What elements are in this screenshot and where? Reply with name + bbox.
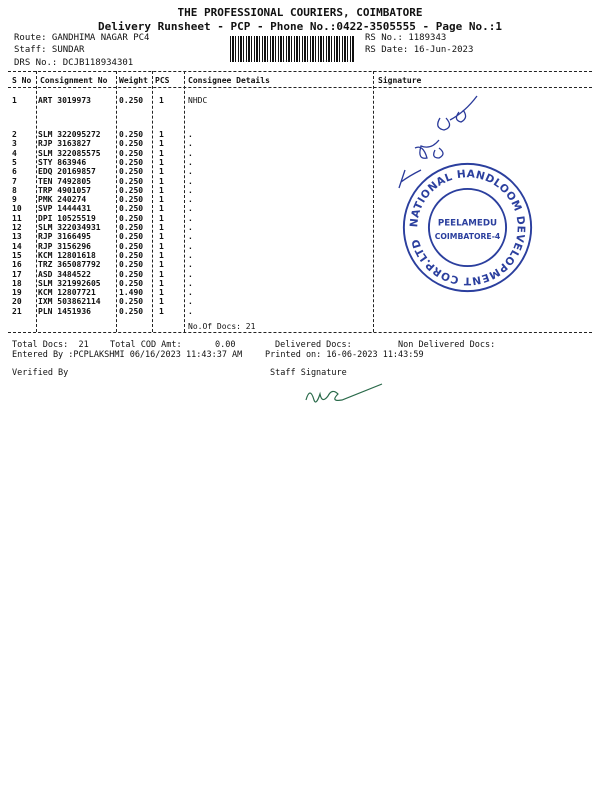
row-consignment: IXM 503862114	[38, 297, 101, 307]
svg-text:COIMBATORE-4: COIMBATORE-4	[434, 232, 501, 242]
total-cod-value: 0.00	[215, 340, 236, 350]
row-pcs: 1	[159, 223, 164, 232]
row-sno: 5	[12, 157, 17, 167]
row-consignment: RJP 3156296	[38, 241, 91, 251]
row-weight: 0.250	[119, 306, 144, 316]
staff-signature-scribble	[300, 380, 390, 412]
table-header-rule	[8, 87, 592, 88]
row-consignee: .	[188, 232, 193, 242]
row-pcs: 1	[159, 139, 164, 149]
drs-number: DRS No.: DCJB118934301	[14, 58, 134, 68]
row-consignee: NHDC	[188, 96, 208, 105]
row-sno: 11	[12, 213, 22, 223]
row-pcs: 1	[159, 96, 164, 105]
svg-text:NATIONAL HANDLOOM DEVELOPMENT: NATIONAL HANDLOOM DEVELOPMENT CORP.LTD	[408, 168, 527, 287]
table-top-rule	[8, 71, 592, 72]
row-consignment: STY 863946	[38, 157, 87, 167]
row-sno: 1	[12, 96, 17, 105]
row-weight: 0.250	[119, 232, 144, 242]
row-consignee: .	[188, 288, 193, 298]
row-consignee: .	[188, 157, 193, 167]
printed-on: Printed on: 16-06-2023 11:43:59	[265, 350, 424, 360]
row-consignee: .	[188, 130, 193, 139]
row-sno: 3	[12, 139, 17, 149]
row-consignment: EDQ 20169857	[38, 167, 96, 177]
row-sno: 4	[12, 148, 17, 158]
row-consignment: SLM 322085575	[38, 148, 101, 158]
table-bottom-rule	[8, 332, 592, 333]
row-consignment: RJP 3166495	[38, 232, 91, 242]
row-weight: 0.250	[119, 260, 144, 270]
col-header-weight: Weight	[119, 76, 148, 85]
row-consignment: SLM 322095272	[38, 130, 101, 139]
col-divider	[373, 71, 374, 332]
row-weight: 0.250	[119, 204, 144, 214]
row-consignment: RJP 3163827	[38, 139, 91, 149]
row-consignee: .	[188, 148, 193, 158]
col-header-consignee: Consignee Details	[188, 76, 270, 85]
row-sno: 6	[12, 167, 17, 177]
svg-text:PEELAMEDU: PEELAMEDU	[437, 218, 498, 229]
col-divider	[184, 71, 185, 332]
row-sno: 8	[12, 185, 17, 195]
row-sno: 10	[12, 204, 22, 214]
row-weight: 0.250	[119, 278, 144, 288]
row-weight: 0.250	[119, 297, 144, 307]
entered-by: Entered By :PCPLAKSHMI 06/16/2023 11:43:37 AM	[12, 350, 243, 360]
row-weight: 0.250	[119, 241, 144, 251]
row-consignment: DPI 10525519	[38, 213, 96, 223]
row-consignee: .	[188, 250, 193, 260]
row-consignment: SLM 322034931	[38, 223, 101, 232]
row-consignee: .	[188, 204, 193, 214]
row-sno: 12	[12, 223, 22, 232]
row-sno: 16	[12, 260, 22, 270]
row-consignment: SVP 1444431	[38, 204, 91, 214]
staff-signature-label: Staff Signature	[270, 368, 347, 378]
row-consignee: .	[188, 306, 193, 316]
row-consignee: .	[188, 260, 193, 270]
verified-by: Verified By	[12, 368, 69, 378]
row-consignee: .	[188, 195, 193, 205]
row-weight: 0.250	[119, 176, 144, 186]
total-cod-label: Total COD Amt:	[110, 340, 182, 350]
row-pcs: 1	[159, 157, 164, 167]
row-consignee: .	[188, 167, 193, 177]
row-pcs: 1	[159, 213, 164, 223]
row-weight: 0.250	[119, 96, 144, 105]
row-sno: 17	[12, 269, 22, 279]
row-consignee: .	[188, 223, 193, 232]
barcode	[230, 36, 355, 62]
row-weight: 0.250	[119, 269, 144, 279]
col-divider	[116, 71, 117, 332]
row-pcs: 1	[159, 278, 164, 288]
row-pcs: 1	[159, 297, 164, 307]
row-weight: 0.250	[119, 195, 144, 205]
row-sno: 13	[12, 232, 22, 242]
row-sno: 14	[12, 241, 22, 251]
row-weight: 0.250	[119, 148, 144, 158]
row-pcs: 1	[159, 232, 164, 242]
row-consignee: .	[188, 185, 193, 195]
col-header-signature: Signature	[378, 76, 422, 85]
row-weight: 1.490	[119, 288, 144, 298]
staff-label: Staff: SUNDAR	[14, 45, 85, 55]
no-of-docs: No.Of Docs: 21	[188, 322, 256, 331]
route-label: Route: GANDHIMA NAGAR PC4	[14, 33, 150, 43]
row-pcs: 1	[159, 241, 164, 251]
row-pcs: 1	[159, 167, 164, 177]
row-consignee: .	[188, 241, 193, 251]
runsheet-subtitle: Delivery Runsheet - PCP - Phone No.:0422-3505555 - Page No.:1	[98, 20, 502, 33]
row-consignment: PMK 240274	[38, 195, 87, 205]
non-delivered-docs: Non Delivered Docs:	[398, 340, 496, 350]
col-divider	[152, 71, 153, 332]
rs-date: RS Date: 16-Jun-2023	[365, 45, 474, 55]
row-consignment: ART 3019973	[38, 96, 91, 105]
row-pcs: 1	[159, 204, 164, 214]
row-consignee: .	[188, 139, 193, 149]
row-sno: 18	[12, 278, 22, 288]
row-pcs: 1	[159, 306, 164, 316]
row-sno: 15	[12, 250, 22, 260]
row-pcs: 1	[159, 260, 164, 270]
col-divider	[36, 71, 37, 332]
row-sno: 20	[12, 297, 22, 307]
row-consignment: KCM 12807721	[38, 288, 96, 298]
row-weight: 0.250	[119, 185, 144, 195]
row-pcs: 1	[159, 269, 164, 279]
col-header-sno: S No	[12, 76, 32, 85]
col-header-consignment: Consignment No	[40, 76, 108, 85]
row-weight: 0.250	[119, 157, 144, 167]
row-sno: 19	[12, 288, 22, 298]
row-pcs: 1	[159, 288, 164, 298]
row-consignment: TRZ 365087792	[38, 260, 101, 270]
row-consignee: .	[188, 278, 193, 288]
row-consignee: .	[188, 297, 193, 307]
row-sno: 2	[12, 130, 17, 139]
row-consignee: .	[188, 176, 193, 186]
row-weight: 0.250	[119, 213, 144, 223]
row-pcs: 1	[159, 195, 164, 205]
col-header-pcs: PCS	[155, 76, 170, 85]
row-consignment: ASD 3484522	[38, 269, 91, 279]
row-consignment: TRP 4901057	[38, 185, 91, 195]
row-weight: 0.250	[119, 223, 144, 232]
row-consignment: KCM 12801618	[38, 250, 96, 260]
row-pcs: 1	[159, 130, 164, 139]
row-consignment: PLN 1451936	[38, 306, 91, 316]
row-pcs: 1	[159, 185, 164, 195]
row-consignee: .	[188, 213, 193, 223]
row-consignee: .	[188, 269, 193, 279]
row-pcs: 1	[159, 176, 164, 186]
row-weight: 0.250	[119, 139, 144, 149]
company-seal	[400, 160, 535, 295]
company-title: THE PROFESSIONAL COURIERS, COIMBATORE	[177, 6, 423, 19]
rs-number: RS No.: 1189343	[365, 33, 447, 43]
row-pcs: 1	[159, 250, 164, 260]
row-consignment: TEN 7492805	[38, 176, 91, 186]
row-pcs: 1	[159, 148, 164, 158]
total-docs: Total Docs: 21	[12, 340, 89, 350]
row-weight: 0.250	[119, 250, 144, 260]
row-consignment: SLM 321992605	[38, 278, 101, 288]
delivered-docs: Delivered Docs:	[275, 340, 352, 350]
row-weight: 0.250	[119, 130, 144, 139]
row-sno: 7	[12, 176, 17, 186]
row-sno: 21	[12, 306, 22, 316]
row-sno: 9	[12, 195, 17, 205]
row-weight: 0.250	[119, 167, 144, 177]
